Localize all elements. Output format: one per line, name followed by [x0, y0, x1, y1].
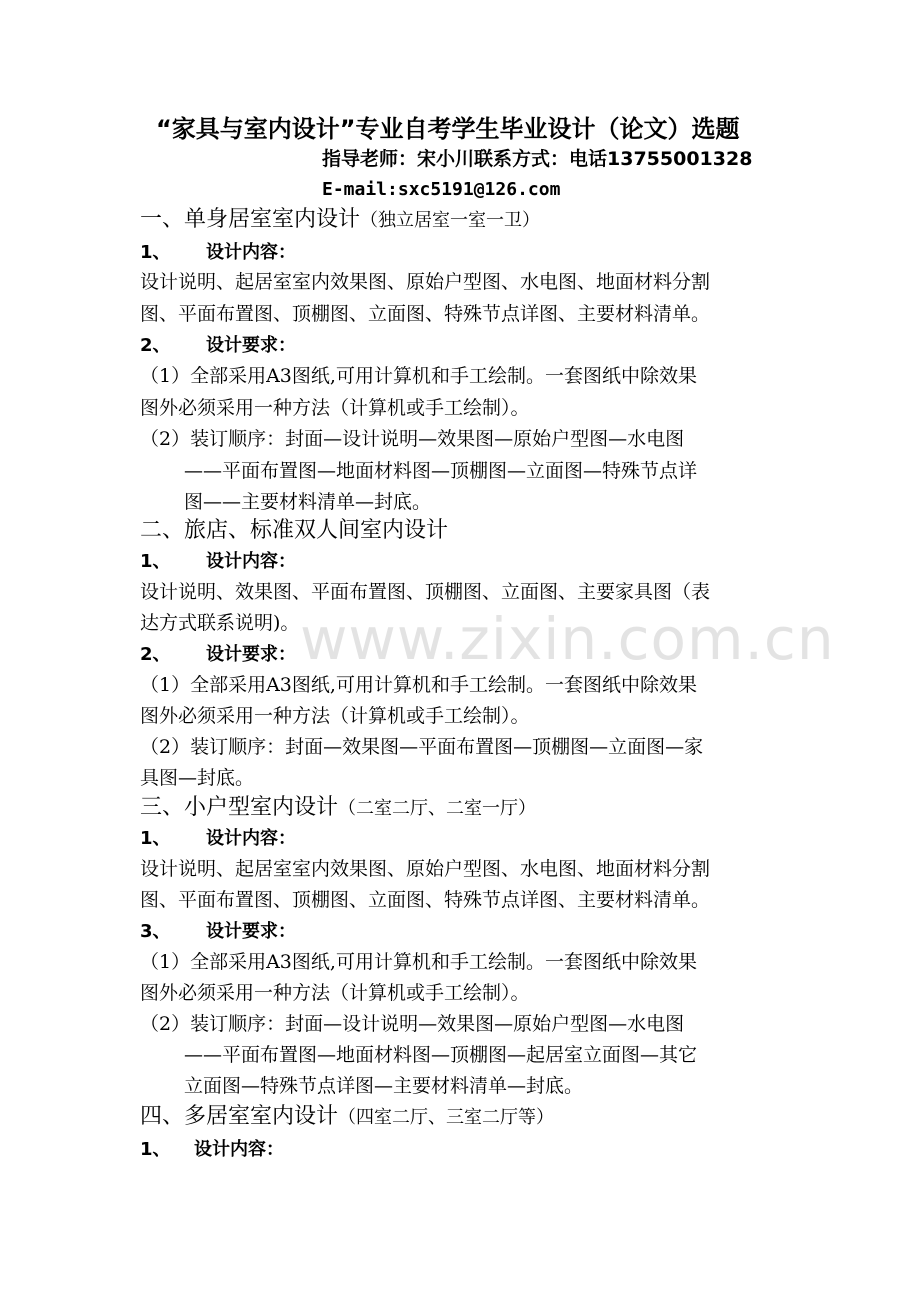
paragraph-line: 图——主要材料清单—封底。	[184, 491, 432, 513]
paragraph-line: （2）装订顺序：封面—效果图—平面布置图—顶棚图—立面图—家	[140, 736, 704, 758]
paragraph-line: 立面图—特殊节点详图—主要材料清单—封底。	[184, 1075, 584, 1097]
section-heading-text: 一、单身居室室内设计	[140, 207, 361, 232]
paragraph-line: 图外必须采用一种方法（计算机或手工绘制）。	[140, 705, 530, 727]
section-4-content-heading	[140, 1141, 440, 1161]
section-2-heading	[140, 520, 448, 542]
item-number: 1、	[140, 828, 171, 849]
item-label: 设计要求：	[206, 921, 296, 942]
section-1-heading	[140, 209, 540, 231]
advisor-contact: 指导老师：宋小川联系方式：电话13755001328	[322, 148, 753, 170]
section-4-heading	[140, 1106, 554, 1128]
paragraph-line: （1）全部采用A3图纸,可用计算机和手工绘制。一套图纸中除效果	[140, 365, 697, 387]
document-title: “家具与室内设计”专业自考学生毕业设计（论文）选题	[156, 115, 740, 143]
item-number: 1、	[140, 1139, 171, 1160]
section-heading-subtitle: （独立居室一室一卫）	[360, 210, 541, 231]
item-number: 2、	[140, 335, 171, 356]
paragraph-line: ——平面布置图—地面材料图—顶棚图—立面图—特殊节点详	[184, 460, 698, 482]
section-heading-subtitle: （四室二厅、三室二厅等）	[338, 1107, 555, 1128]
section-heading-text: 四、多居室室内设计	[140, 1104, 339, 1129]
section-2-content-heading	[140, 553, 440, 573]
item-label: 设计要求：	[206, 335, 296, 356]
paragraph-line: 图外必须采用一种方法（计算机或手工绘制）。	[140, 397, 530, 419]
item-number: 3、	[140, 921, 171, 942]
paragraph-line: 图外必须采用一种方法（计算机或手工绘制）。	[140, 982, 530, 1004]
watermark: www.zixin.com.cn	[300, 605, 835, 673]
section-heading-text: 三、小户型室内设计	[140, 795, 339, 820]
paragraph-line: （2）装订顺序：封面—设计说明—效果图—原始户型图—水电图	[140, 1013, 685, 1035]
paragraph-line: （1）全部采用A3图纸,可用计算机和手工绘制。一套图纸中除效果	[140, 951, 697, 973]
item-label: 设计内容：	[206, 828, 296, 849]
paragraph-line: （1）全部采用A3图纸,可用计算机和手工绘制。一套图纸中除效果	[140, 674, 697, 696]
paragraph-line: 具图—封底。	[140, 767, 255, 789]
item-label: 设计要求：	[206, 644, 296, 665]
section-heading-text: 二、旅店、标准双人间室内设计	[140, 518, 449, 543]
paragraph-line: 设计说明、效果图、平面布置图、顶棚图、立面图、主要家具图（表	[140, 581, 711, 603]
section-3-heading	[140, 797, 536, 819]
section-2-requirements-heading	[140, 646, 440, 666]
paragraph-line: 设计说明、起居室室内效果图、原始户型图、水电图、地面材料分割	[140, 271, 711, 293]
item-label: 设计内容：	[206, 551, 296, 572]
section-1-content-heading	[140, 244, 440, 264]
paragraph-line: （2）装订顺序：封面—设计说明—效果图—原始户型图—水电图	[140, 428, 685, 450]
item-label: 设计内容：	[194, 1139, 284, 1160]
section-heading-subtitle: （二室二厅、二室一厅）	[338, 798, 537, 819]
paragraph-line: 图、平面布置图、顶棚图、立面图、特殊节点详图、主要材料清单。	[140, 889, 711, 911]
section-3-requirements-heading	[140, 923, 440, 943]
item-label: 设计内容：	[206, 242, 296, 263]
item-number: 1、	[140, 242, 171, 263]
paragraph-line: 图、平面布置图、顶棚图、立面图、特殊节点详图、主要材料清单。	[140, 303, 711, 325]
item-number: 1、	[140, 551, 171, 572]
advisor-email: E-mail:sxc5191@126.com	[322, 179, 561, 200]
paragraph-line: 设计说明、起居室室内效果图、原始户型图、水电图、地面材料分割	[140, 858, 711, 880]
paragraph-line: 达方式联系说明)。	[140, 612, 300, 634]
section-3-content-heading	[140, 830, 440, 850]
item-number: 2、	[140, 644, 171, 665]
section-1-requirements-heading	[140, 337, 440, 357]
paragraph-line: ——平面布置图—地面材料图—顶棚图—起居室立面图—其它	[184, 1044, 698, 1066]
